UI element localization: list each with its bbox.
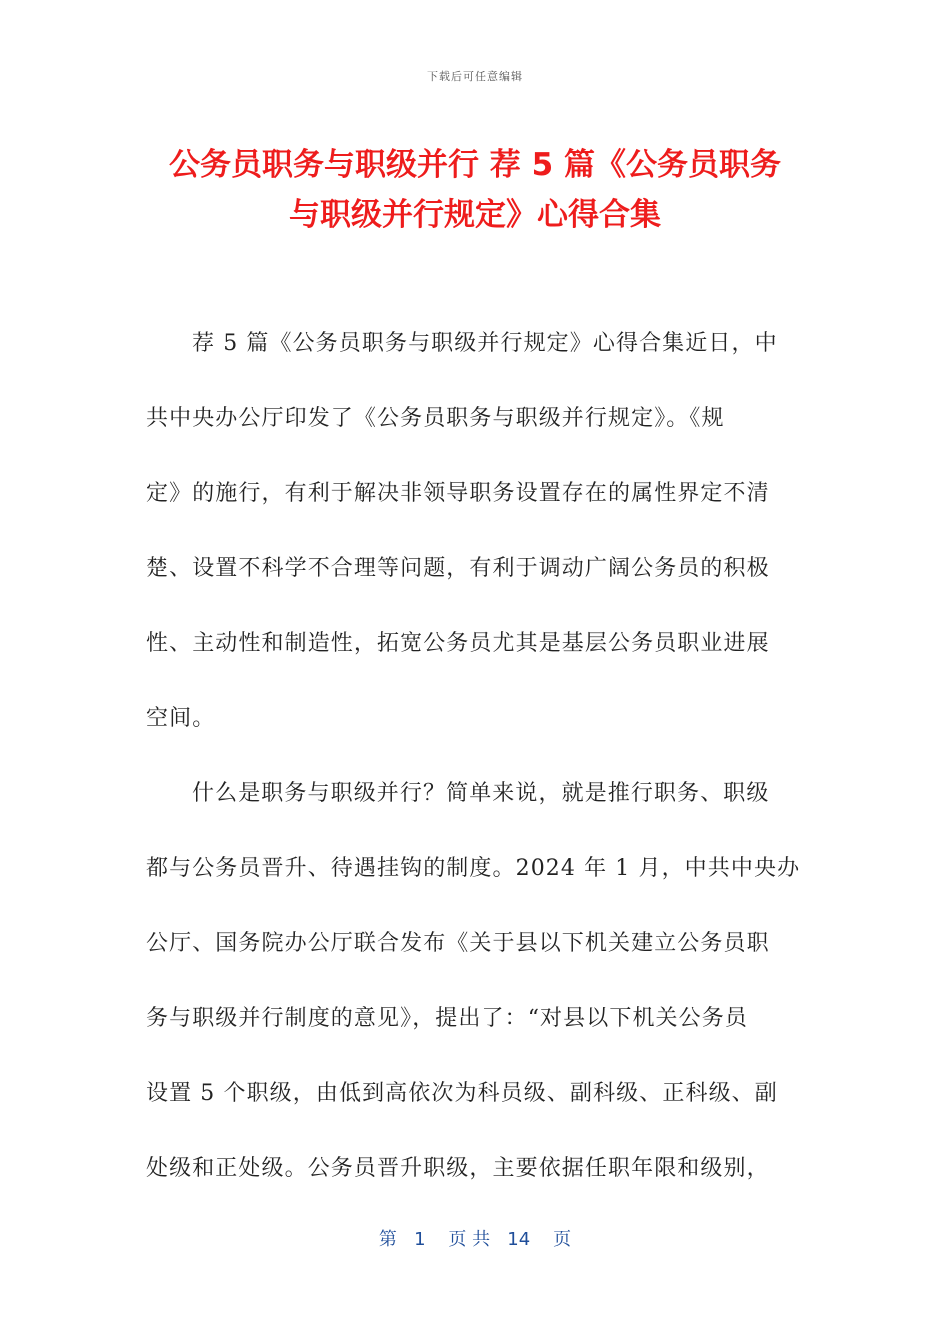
paragraph-1-line: 定》的施行，有利于解决非领导职务设置存在的属性界定不清 (146, 481, 770, 506)
paragraph-2-line: 什么是职务与职级并行？简单来说，就是推行职务、职级 (192, 781, 770, 806)
header-note: 下载后可任意编辑 (427, 70, 523, 83)
paragraph-2-line: 务与职级并行制度的意见》，提出了：“对县以下机关公务员 (146, 1006, 748, 1031)
paragraph-2-line: 都与公务员晋升、待遇挂钩的制度。2024 年 1 月，中共中央办 (146, 856, 801, 881)
title-line-2: 与职级并行规定》心得合集 (289, 197, 661, 233)
page-footer: 第 1 页 共 14 页 (378, 1229, 572, 1250)
paragraph-1-line: 荐 5 篇《公务员职务与职级并行规定》心得合集近日，中 (192, 331, 778, 356)
paragraph-2-line: 处级和正处级。公务员晋升职级，主要依据任职年限和级别， (146, 1156, 770, 1181)
body-text (146, 320, 806, 1220)
paragraph-1-line: 共中央办公厅印发了《公务员职务与职级并行规定》。《规 (146, 406, 725, 431)
document-title (120, 140, 830, 240)
paragraph-1-line: 楚、设置不科学不合理等问题，有利于调动广阔公务员的积极 (146, 556, 770, 581)
paragraph-2-line: 公厅、国务院办公厅联合发布《关于县以下机关建立公务员职 (146, 931, 770, 956)
paragraph-2-line: 设置 5 个职级，由低到高依次为科员级、副科级、正科级、副 (146, 1081, 778, 1106)
title-line-1: 公务员职务与职级并行 荐 5 篇《公务员职务 (169, 147, 781, 183)
paragraph-1-line: 空间。 (146, 706, 216, 731)
paragraph-1-line: 性、主动性和制造性，拓宽公务员尤其是基层公务员职业进展 (146, 631, 770, 656)
